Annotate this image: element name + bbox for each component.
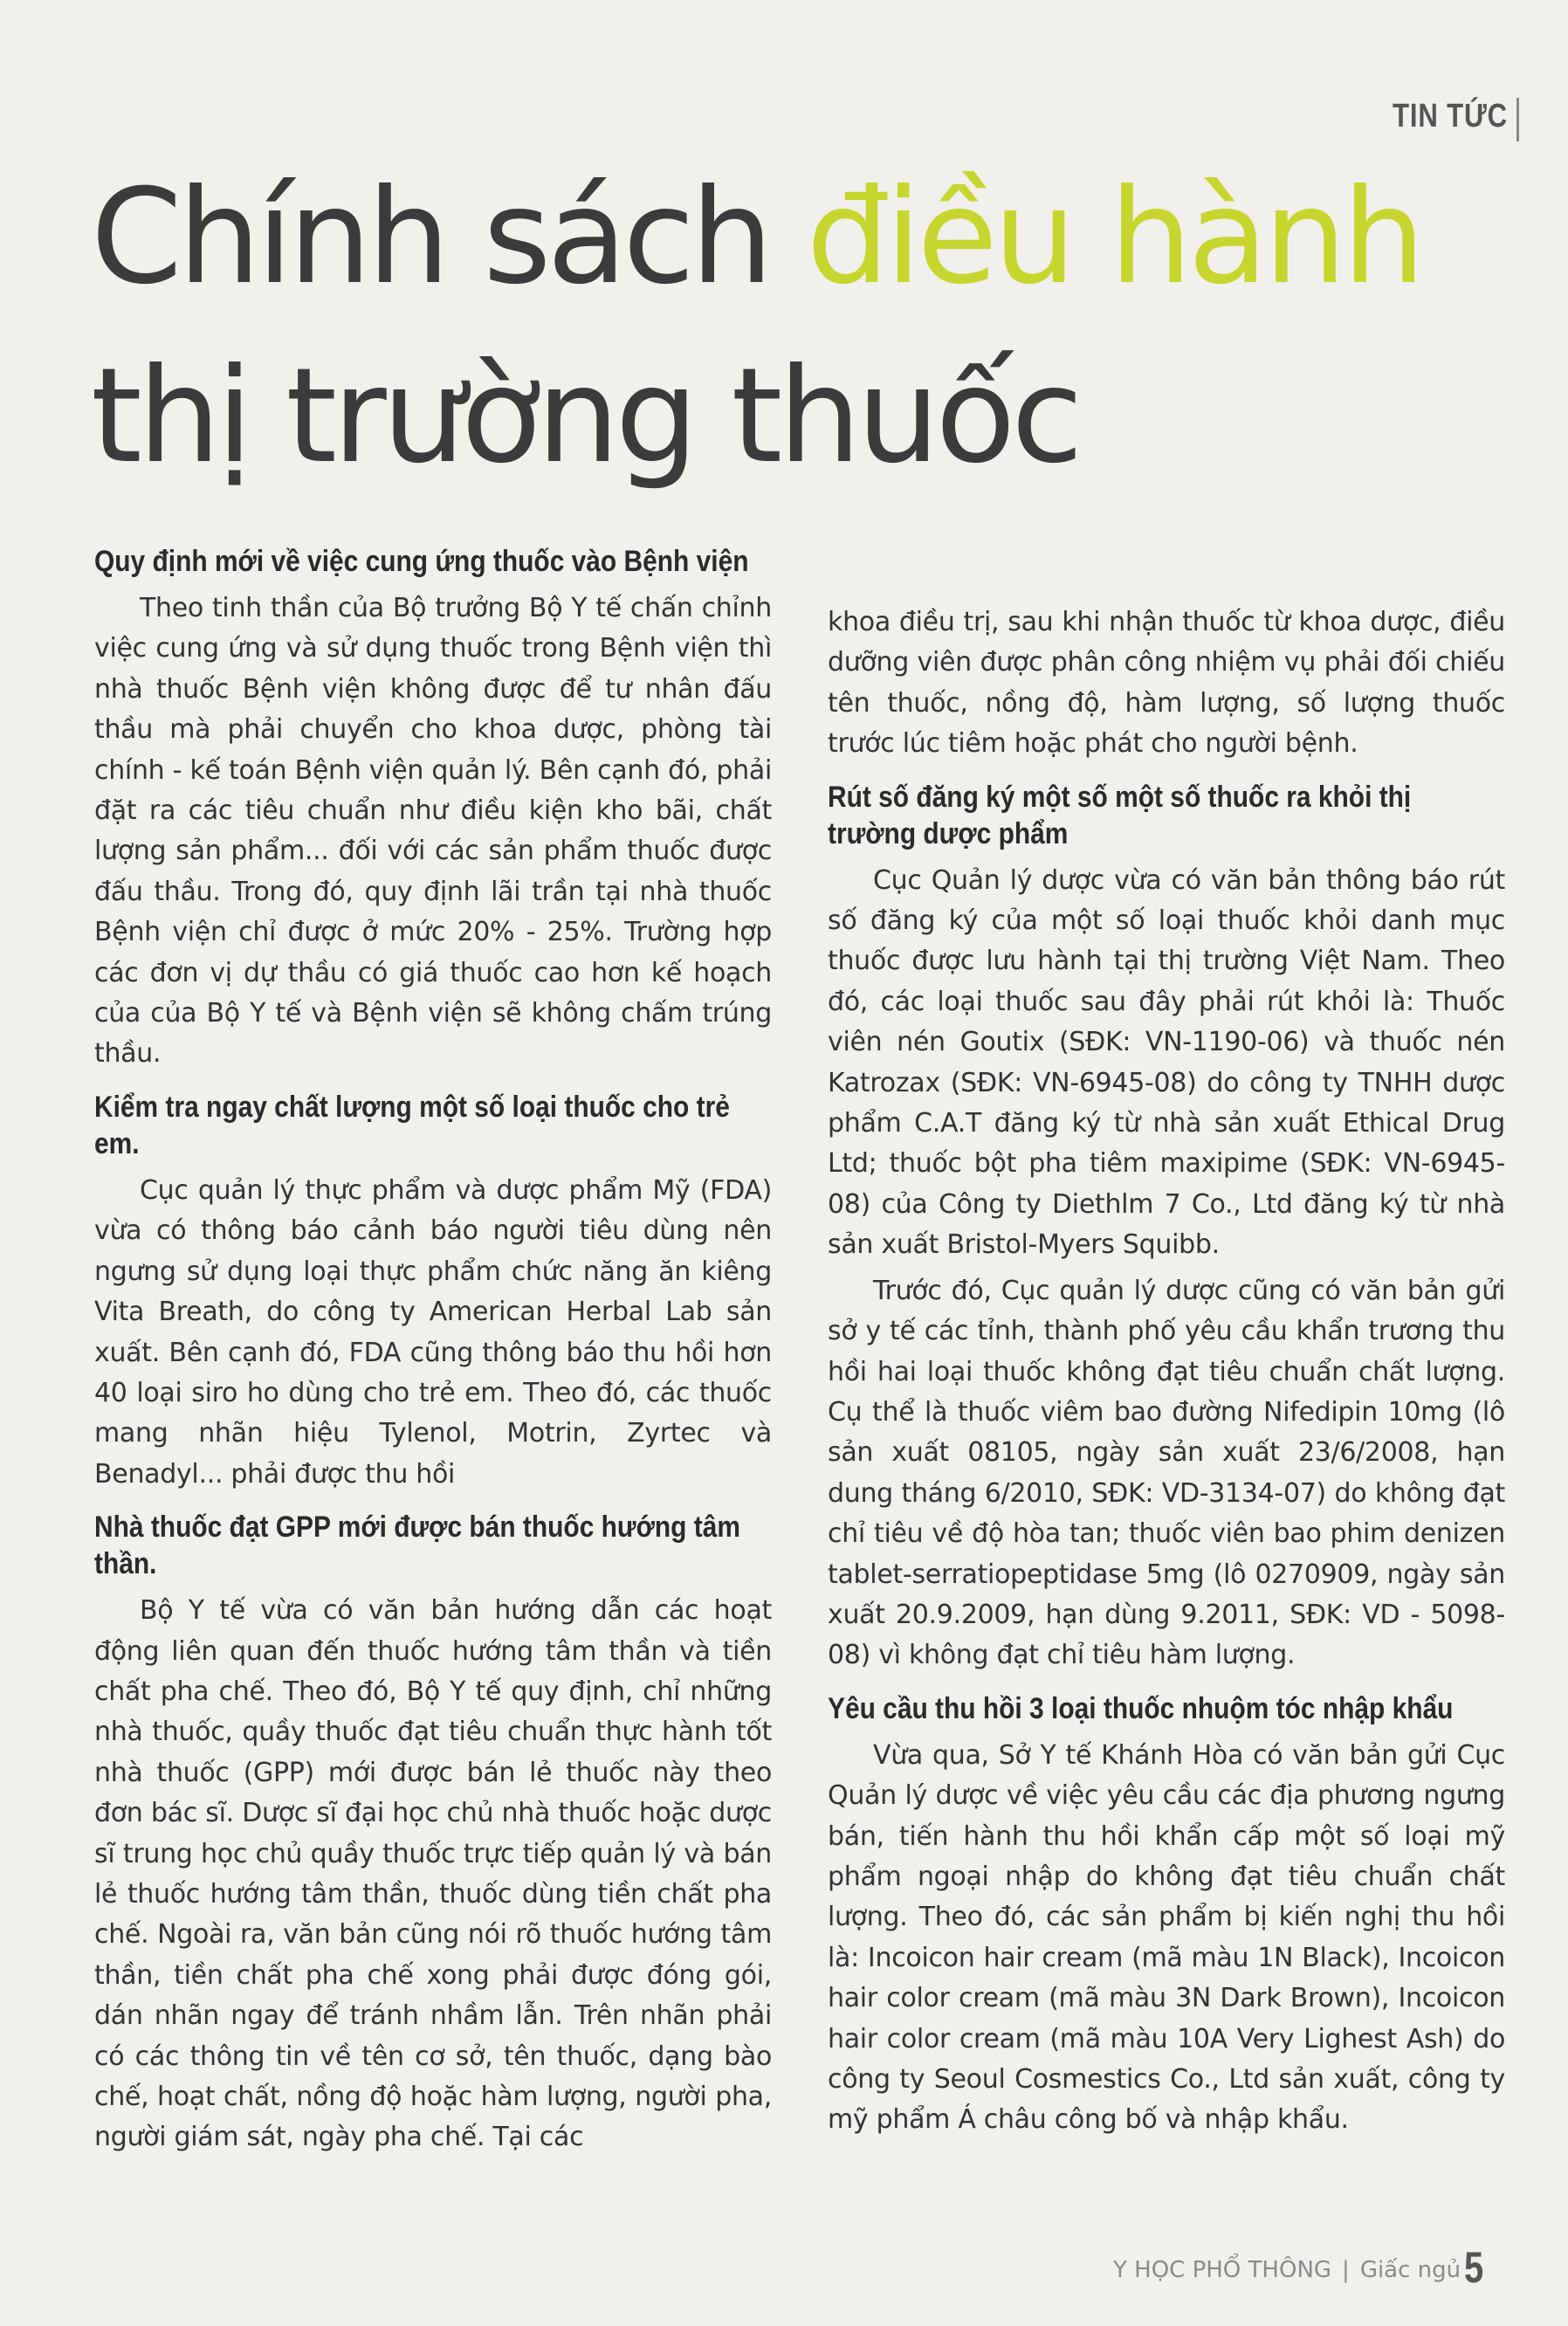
paragraph: Theo tinh thần của Bộ trưởng Bộ Y tế chấn chỉnh việc cung ứng và sử dụng thuốc trong Bệnh viện thì nhà thuốc Bệnh viện không được để tư nhân đấu thầu mà phải chuyển cho khoa dược, phòng tài chính - kế toán Bệnh viện quản lý. Bên cạnh đó, phải đặt ra các tiêu chuẩn như điều kiện kho bãi, chất lượng sản phẩm... đối với các sản phẩm thuốc được đấu thầu. Trong đó, quy định lãi trần tại nhà thuốc Bệnh viện chỉ được ở mức 20% - 25%. Trường hợp các đơn vị dự thầu có giá thuốc cao hơn kế hoạch của của Bộ Y tế và Bệnh viện sẽ không chấm trúng thầu. bbox=[94, 593, 772, 1070]
issue-topic: Giấc ngủ bbox=[1359, 2257, 1461, 2283]
section-heading: Rút số đăng ký một số một số thuốc ra khỏi thị trường dược phẩm bbox=[828, 780, 1412, 850]
section-heading: Quy định mới về việc cung ứng thuốc vào Bệnh viện bbox=[94, 545, 749, 578]
footer-separator: | bbox=[1342, 2257, 1350, 2283]
section-divider bbox=[1516, 98, 1519, 141]
magazine-name: Y HỌC PHỔ THÔNG bbox=[1113, 2257, 1332, 2283]
paragraph: Cục Quản lý dược vừa có văn bản thông báo rút số đăng ký của một số loại thuốc khỏi danh mục thuốc được lưu hành tại thị trường Việt Nam. Theo đó, các loại thuốc sau đây phải rút khỏi là: Thuốc viên nén Goutix (SĐK: VN-1190-06) và thuốc nén Katrozax (SĐK: VN-6945-08) do công ty TNHH dược phẩm C.A.T đăng ký từ nhà sản xuất Ethical Drug Ltd; thuốc bột pha tiêm maxipime (SĐK: VN-6945-08) của Công ty Diethlm 7 Co., Ltd đăng ký từ nhà sản xuất Bristol-Myers Squibb. bbox=[828, 864, 1505, 1261]
paragraph: Trước đó, Cục quản lý dược cũng có văn bản gửi sở y tế các tỉnh, thành phố yêu cầu khẩn trương thu hồi hai loại thuốc không đạt tiêu chuẩn chất lượng. Cụ thể là thuốc viêm bao đường Nifedipin 10mg (lô sản xuất 08105, ngày sản xuất 23/6/2008, hạn dung tháng 6/2010, SĐK: VD-3134-07) do không đạt chỉ tiêu về độ hòa tan; thuốc viên bao phim denizen tablet-serratiopeptidase 5mg (lô 0270909, ngày sản xuất 20.9.2009, hạn dùng 9.2011, SĐK: VD - 5098-08) vì không đạt chỉ tiêu hàm lượng. bbox=[828, 1275, 1505, 1671]
title-line2: thị trường thuốc bbox=[91, 341, 1079, 492]
title-part1: Chính sách bbox=[91, 162, 807, 313]
section-tag: TIN TỨC bbox=[1393, 98, 1508, 134]
section-heading: Yêu cầu thu hồi 3 loại thuốc nhuộm tóc nhập khẩu bbox=[828, 1691, 1454, 1725]
paragraph: Bộ Y tế vừa có văn bản hướng dẫn các hoạt động liên quan đến thuốc hướng tâm thần và tiền chất pha chế. Theo đó, Bộ Y tế quy định, chỉ những nhà thuốc, quầy thuốc đạt tiêu chuẩn thực hành tốt nhà thuốc (GPP) mới được bán lẻ thuốc này theo đơn bác sĩ. Dược sĩ đại học chủ nhà thuốc hoặc dược sĩ trung học chủ quầy thuốc trực tiếp quản lý và bán lẻ thuốc hướng tâm thần, thuốc dùng tiền chất pha chế. Ngoài ra, văn bản cũng nói rõ thuốc hướng tâm thần, tiền chất pha chế xong phải được đóng gói, dán nhãn ngay để tránh nhầm lẫn. Trên nhãn phải có các thông tin về tên cơ sở, tên thuốc, dạng bào chế, hoạt chất, nồng độ hoặc hàm lượng, người pha, người giám sát, ngày pha chế. Tại các bbox=[94, 1595, 772, 2153]
section-heading: Nhà thuốc đạt GPP mới được bán thuốc hướng tâm thần. bbox=[94, 1511, 740, 1581]
left-column bbox=[94, 543, 772, 2164]
right-column bbox=[828, 602, 1505, 2146]
paragraph: Vừa qua, Sở Y tế Khánh Hòa có văn bản gửi Cục Quản lý dược về việc yêu cầu các địa phương ngưng bán, tiến hành thu hồi khẩn cấp một số loại mỹ phẩm ngoại nhập do không đạt tiêu chuẩn chất lượng. Theo đó, các sản phẩm bị kiến nghị thu hồi là: Incoicon hair cream (mã màu 1N Black), Incoicon hair color cream (mã màu 3N Dark Brown), Incoicon hair color cream (mã màu 10A Very Lighest Ash) do công ty Seoul Cosmestics Co., Ltd sản xuất, công ty mỹ phẩm Á châu công bố và nhập khẩu. bbox=[828, 1739, 1505, 2136]
paragraph: Cục quản lý thực phẩm và dược phẩm Mỹ (FDA) vừa có thông báo cảnh báo người tiêu dùng nên ngưng sử dụng loại thực phẩm chức năng ăn kiêng Vita Breath, do công ty American Herbal Lab sản xuất. Bên cạnh đó, FDA cũng thông báo thu hồi hơn 40 loại siro ho dùng cho trẻ em. Theo đó, các thuốc mang nhãn hiệu Tylenol, Motrin, Zyrtec và Benadyl... phải được thu hồi bbox=[94, 1174, 772, 1490]
section-heading: Kiểm tra ngay chất lượng một số loại thuốc cho trẻ em. bbox=[94, 1090, 730, 1160]
paragraph: khoa điều trị, sau khi nhận thuốc từ khoa dược, điều dưỡng viên được phân công nhiệm vụ phải đối chiếu tên thuốc, nồng độ, hàm lượng, số lượng thuốc trước lúc tiêm hoặc phát cho người bệnh. bbox=[828, 607, 1505, 760]
title-accent: điều hành bbox=[806, 162, 1421, 313]
article-title bbox=[91, 148, 1421, 506]
page-footer bbox=[1113, 2257, 1461, 2283]
page-number: 5 bbox=[1464, 2243, 1484, 2292]
